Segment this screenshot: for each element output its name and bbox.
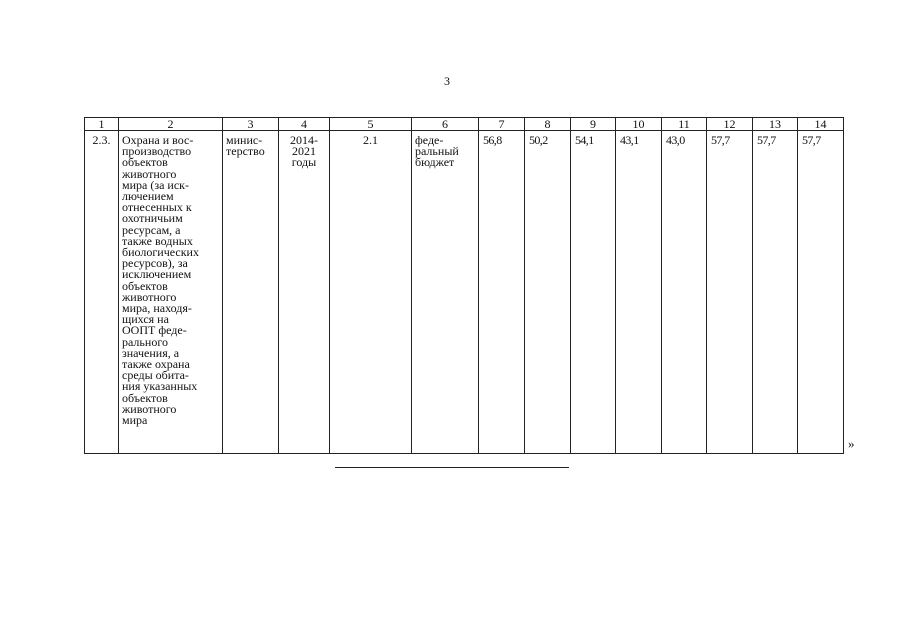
column-header-12: 12	[707, 118, 753, 131]
row-funding-source: феде- ральный бюджет	[412, 131, 479, 454]
row-value-12: 57,7	[707, 131, 753, 454]
row-value-14: 57,7	[798, 131, 844, 454]
row-value-10: 43,1	[616, 131, 662, 454]
column-header-4: 4	[279, 118, 330, 131]
column-header-11: 11	[662, 118, 707, 131]
column-header-1: 1	[85, 118, 119, 131]
column-header-10: 10	[616, 118, 662, 131]
budget-table	[84, 117, 844, 454]
row-period: 2014- 2021 годы	[279, 131, 330, 454]
row-executor: минис- терство	[223, 131, 279, 454]
footer-separator-line	[335, 467, 569, 468]
row-value-8: 50,2	[525, 131, 571, 454]
column-header-9: 9	[571, 118, 616, 131]
row-value-9: 54,1	[571, 131, 616, 454]
row-value-7: 56,8	[479, 131, 525, 454]
row-value-13: 57,7	[753, 131, 798, 454]
row-name: Охрана и вос- производство объектов животного мира (за иск- лючением отнесенных к охотничьим ресурсам, а также водных биологических ресурсов), за исключением объектов животного мира, находя- щихся на ООПТ феде- рального значения, а также охрана среды обита- ния указанных объектов животного мира	[119, 131, 223, 454]
column-header-13: 13	[753, 118, 798, 131]
row-index: 2.3.	[85, 131, 119, 454]
column-header-7: 7	[479, 118, 525, 131]
column-header-2: 2	[119, 118, 223, 131]
column-header-3: 3	[223, 118, 279, 131]
row-code: 2.1	[330, 131, 412, 454]
column-header-5: 5	[330, 118, 412, 131]
closing-quote: »	[848, 436, 855, 451]
row-value-11: 43,0	[662, 131, 707, 454]
table-header-row	[85, 118, 844, 131]
column-header-6: 6	[412, 118, 479, 131]
table-row	[85, 131, 844, 454]
page-number: 3	[444, 74, 450, 88]
column-header-14: 14	[798, 118, 844, 131]
column-header-8: 8	[525, 118, 571, 131]
